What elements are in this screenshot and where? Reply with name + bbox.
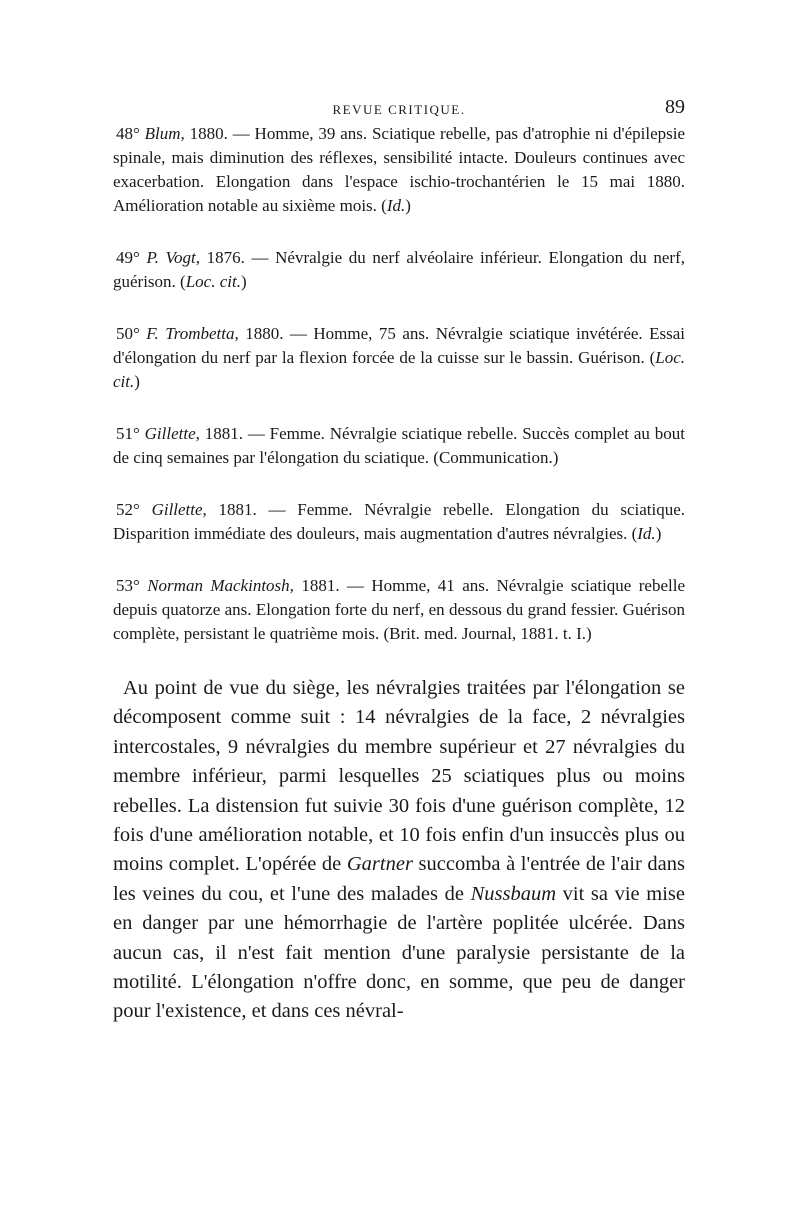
case-entry-53: [113, 574, 685, 646]
entry-text: , 1876. — Névralgie du nerf alvéolaire inférieur. Elongation du nerf, guérison. (: [113, 248, 686, 291]
summary-text-1: Au point de vue du siège, les névralgies traitées par l'élongation se décomposent comme suit : 14 névralgies de la face, 2 névralgies intercostales, 9 névralgies du membre supérieur et 27 névralgies du membre inférieur, parmi lesquelles 25 sciatiques plus ou moins rebelles. La distension fut suivie 30 fois d'une guérison complète, 12 fois d'une amélioration notable, et 10 fois enfin d'un insuccès plus ou moins complet. L'opérée de: [113, 677, 685, 876]
case-entry-51: [113, 422, 685, 470]
entry-end: ): [240, 272, 247, 291]
summary-text-3: vit sa vie mise en danger par une hémorrhagie de l'artère poplitée ulcérée. Dans aucun cas, il n'est fait mention d'une paralysie persistante de la motilité. L'élongation n'offre donc, en somme, que peu de danger pour l'existence, et dans ces névral-: [113, 882, 685, 1023]
entry-text: , 1881. — Femme. Névralgie sciatique rebelle. Succès complet au bout de cinq semaines par l'élongation du sciatique. (Communication.): [113, 424, 685, 467]
entry-reference: Id.: [386, 196, 406, 215]
entry-author: Gillette: [144, 424, 196, 443]
case-entry-48: [113, 122, 685, 218]
entry-end: ): [655, 524, 662, 543]
entry-end: ): [405, 196, 411, 215]
case-entry-49: [113, 246, 685, 294]
entry-reference: Id.: [637, 524, 656, 543]
entry-number: 51°: [116, 424, 140, 443]
entry-text: , 1881. — Homme, 41 ans. Névralgie sciatique rebelle depuis quatorze ans. Elongation forte du nerf, en dessous du grand fessier. Guérison complète, persistant le quatrième mois. (Brit. med. Journal, 1881. t. I.): [113, 576, 685, 643]
entry-reference: Loc. cit.: [185, 272, 241, 291]
case-entry-52: [113, 498, 685, 546]
entry-reference: Loc. cit.: [113, 348, 685, 391]
entry-end: ): [134, 372, 140, 391]
running-title: REVUE CRITIQUE.: [332, 102, 466, 117]
entry-text: , 1880. — Homme, 39 ans. Sciatique rebelle, pas d'atrophie ni d'épilepsie spinale, mais diminution des réflexes, sensibilité intacte. Douleurs continues avec exacerbation. Elongation dans l'espace ischio-trochantérien le 15 mai 1880. Amélioration notable au sixième mois. (: [113, 124, 685, 215]
entry-author: P. Vogt: [146, 248, 196, 267]
page: [113, 96, 685, 1027]
entry-number: 53°: [116, 576, 140, 595]
summary-text-2: succomba à l'entrée de l'air dans les veines du cou, et l'une des malades de: [113, 853, 686, 905]
entry-text: , 1881. — Femme. Névralgie rebelle. Elongation du sciatique. Disparition immédiate des douleurs, mais augmentation d'autres névralgies. (: [113, 500, 686, 543]
entry-author: Gillette: [151, 500, 203, 519]
author-gartner: Gartner: [346, 853, 413, 876]
page-header: [113, 96, 685, 120]
entry-author: Norman Mackintosh: [147, 576, 290, 595]
entry-text: , 1880. — Homme, 75 ans. Névralgie sciatique invétérée. Essai d'élongation du nerf par la flexion forcée de la cuisse sur le bassin. Guérison. (: [113, 324, 686, 367]
entry-number: 48°: [116, 124, 140, 143]
entry-author: F. Trombetta: [146, 324, 235, 343]
case-entry-50: [113, 322, 685, 394]
entry-number: 49°: [116, 248, 140, 267]
entry-author: Blum: [144, 124, 181, 143]
page-number: 89: [665, 96, 685, 118]
entry-number: 52°: [116, 500, 140, 519]
summary-paragraph: [113, 674, 685, 1027]
author-nussbaum: Nussbaum: [470, 882, 557, 905]
entry-number: 50°: [116, 324, 140, 343]
